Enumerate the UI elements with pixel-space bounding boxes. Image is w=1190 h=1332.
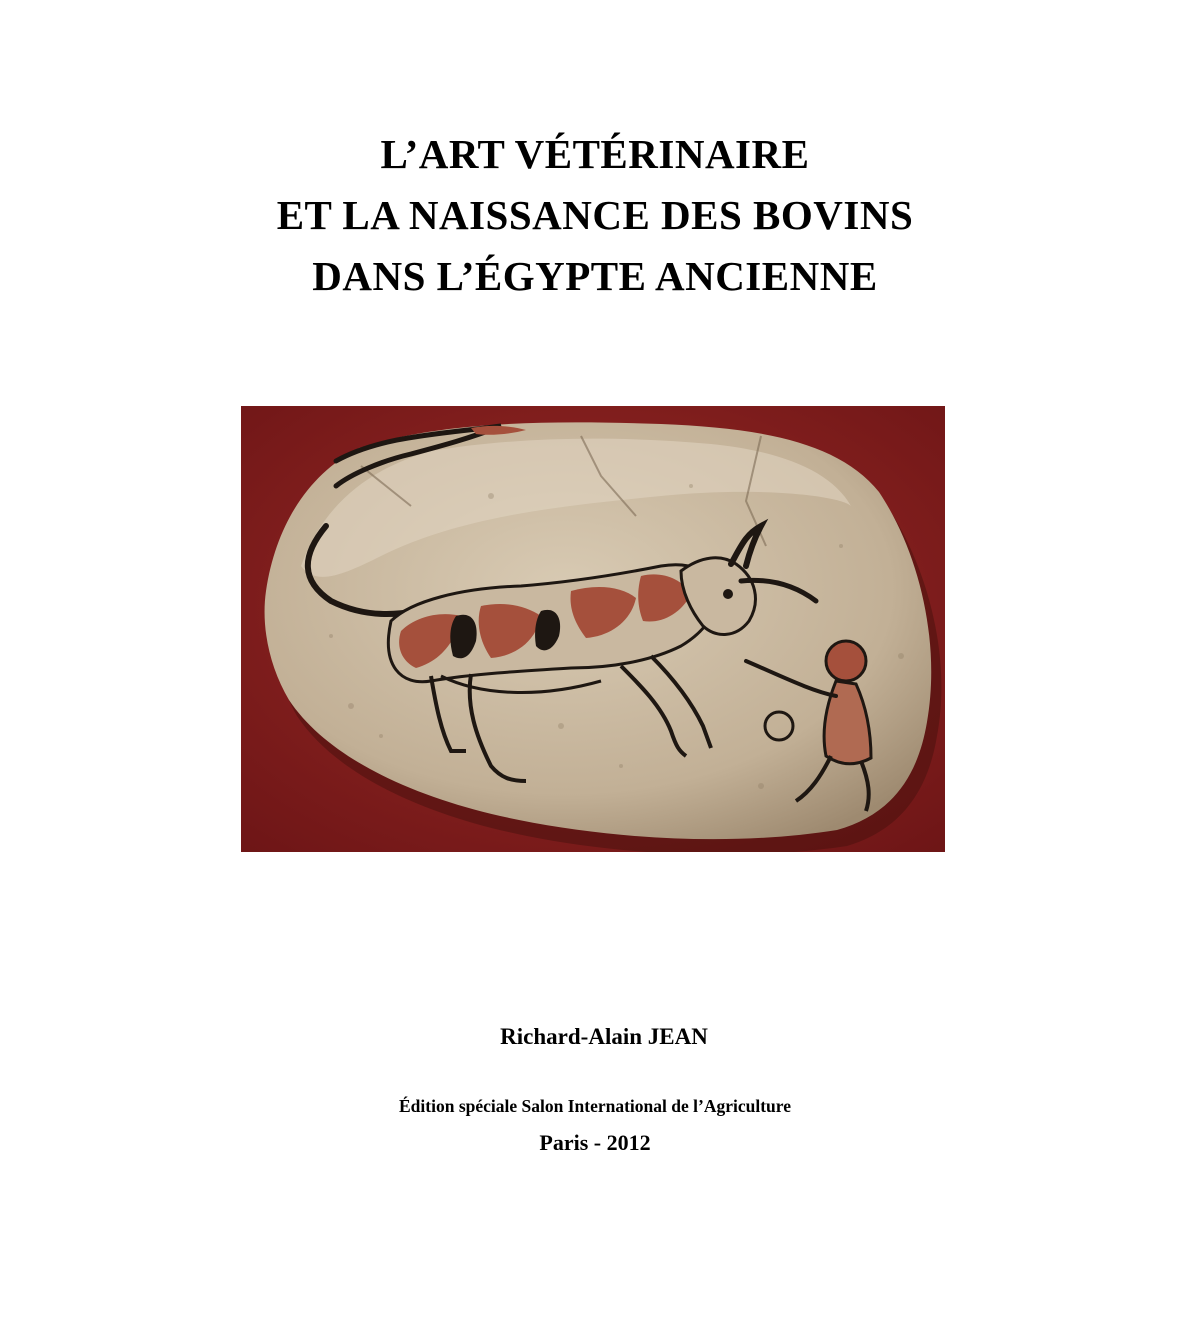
place-year: Paris - 2012 (539, 1130, 651, 1155)
title-line-1: L’ART VÉTÉRINAIRE (380, 131, 810, 177)
herdsman-head (826, 641, 866, 681)
title-line-2: ET LA NAISSANCE DES BOVINS (276, 192, 914, 238)
cover-photo-ostracon (241, 406, 945, 852)
bull-eye (723, 589, 733, 599)
book-title (0, 124, 1190, 307)
author-name: Richard-Alain JEAN (500, 1024, 708, 1049)
title-line-3: DANS L’ÉGYPTE ANCIENNE (312, 253, 878, 299)
edition-note: Édition spéciale Salon International de l’Agriculture (399, 1096, 791, 1116)
